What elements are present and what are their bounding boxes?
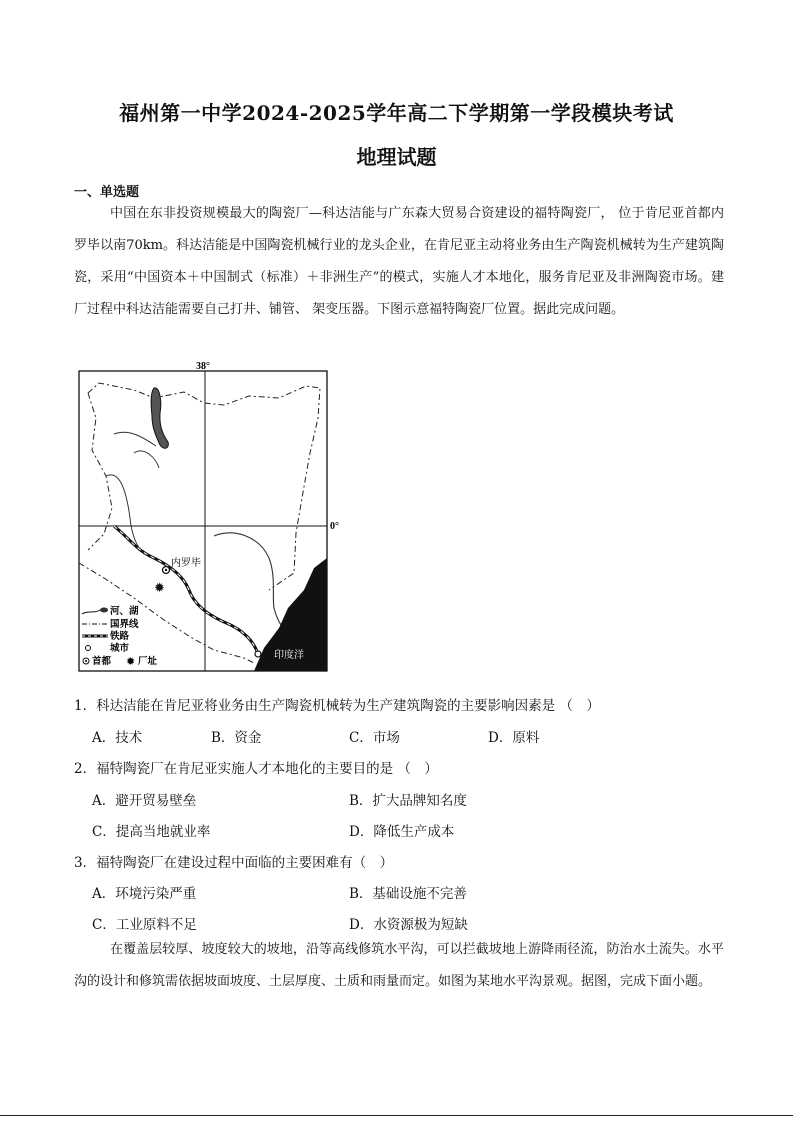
legend-factory-icon: ✹ xyxy=(126,655,136,668)
ocean-label: 印度洋 xyxy=(274,650,304,661)
longitude-label: 38° xyxy=(196,361,210,372)
q3-option-c[interactable]: C．工业原料不足 xyxy=(92,917,197,933)
question-3-stem: 3．福特陶瓷厂在建设过程中面临的主要困难有（ ） xyxy=(74,855,394,871)
factory-icon: ✹ xyxy=(154,581,165,596)
q2-option-c[interactable]: C．提高当地就业率 xyxy=(92,824,211,840)
q1-option-c[interactable]: C．市场 xyxy=(349,730,400,746)
q2-option-d[interactable]: D．降低生产成本 xyxy=(349,824,455,840)
page-bottom-rule xyxy=(0,1115,793,1116)
q1-option-d[interactable]: D．原料 xyxy=(488,730,540,746)
question-1-stem: 1．科达洁能在肯尼亚将业务由生产陶瓷机械转为生产建筑陶瓷的主要影响因素是 （ ） xyxy=(74,698,600,714)
q1-option-a[interactable]: A．技术 xyxy=(92,730,143,746)
mombasa-marker xyxy=(255,651,261,657)
passage-2: 在覆盖层较厚、坡度较大的坡地，沿等高线修筑水平沟，可以拦截坡地上游降雨径流，防治水土流失。水平沟的设计和修筑需依据坡面坡度、土层厚度、土质和雨量而定。如图为某地水平沟景观。据图，完成下面小题。 xyxy=(74,942,724,989)
legend-railway-label: 铁路 xyxy=(110,632,130,642)
section-heading: 一、单选题 xyxy=(74,185,140,200)
legend-border-label: 国界线 xyxy=(110,620,139,630)
question-2-stem: 2．福特陶瓷厂在肯尼亚实施人才本地化的主要目的是 （ ） xyxy=(74,761,438,777)
legend-factory-label: 厂址 xyxy=(138,657,158,667)
q3-option-d[interactable]: D．水资源极为短缺 xyxy=(349,917,468,933)
passage-1: 中国在东非投资规模最大的陶瓷厂—科达洁能与广东森大贸易合资建设的福特陶瓷厂， 位于肯尼亚首都内罗毕以南70km。科达洁能是中国陶瓷机械行业的龙头企业，在肯尼亚主动将业务由生产陶瓷机械转为生产建筑陶瓷，采用“中国资本＋中国制式（标准）＋非洲生产”的模式，实施人才本地化，服务肯尼亚及非洲陶瓷市场。建厂过程中科达洁能需要自己打井、铺管、 架变压器。下图示意福特陶瓷厂位置。据此完成问题。 xyxy=(74,206,724,317)
q3-option-b[interactable]: B．基础设施不完善 xyxy=(349,886,467,902)
legend-capital-label: 首都 xyxy=(92,657,112,667)
latitude-label: 0° xyxy=(330,521,339,532)
nairobi-label: 内罗毕 xyxy=(171,558,201,569)
q2-option-b[interactable]: B．扩大品牌知名度 xyxy=(349,793,467,809)
q2-option-a[interactable]: A．避开贸易壁垒 xyxy=(92,793,197,809)
legend-city-label: 城市 xyxy=(110,644,130,654)
q1-option-b[interactable]: B．资金 xyxy=(211,730,262,746)
legend-river-label: 河、湖 xyxy=(110,607,139,617)
subject-title: 地理试题 xyxy=(356,145,437,169)
kenya-location-map xyxy=(74,358,339,674)
exam-title: 福州第一中学2024-2025学年高二下学期第一学段模块考试 xyxy=(119,101,674,125)
q3-option-a[interactable]: A．环境污染严重 xyxy=(92,886,197,902)
